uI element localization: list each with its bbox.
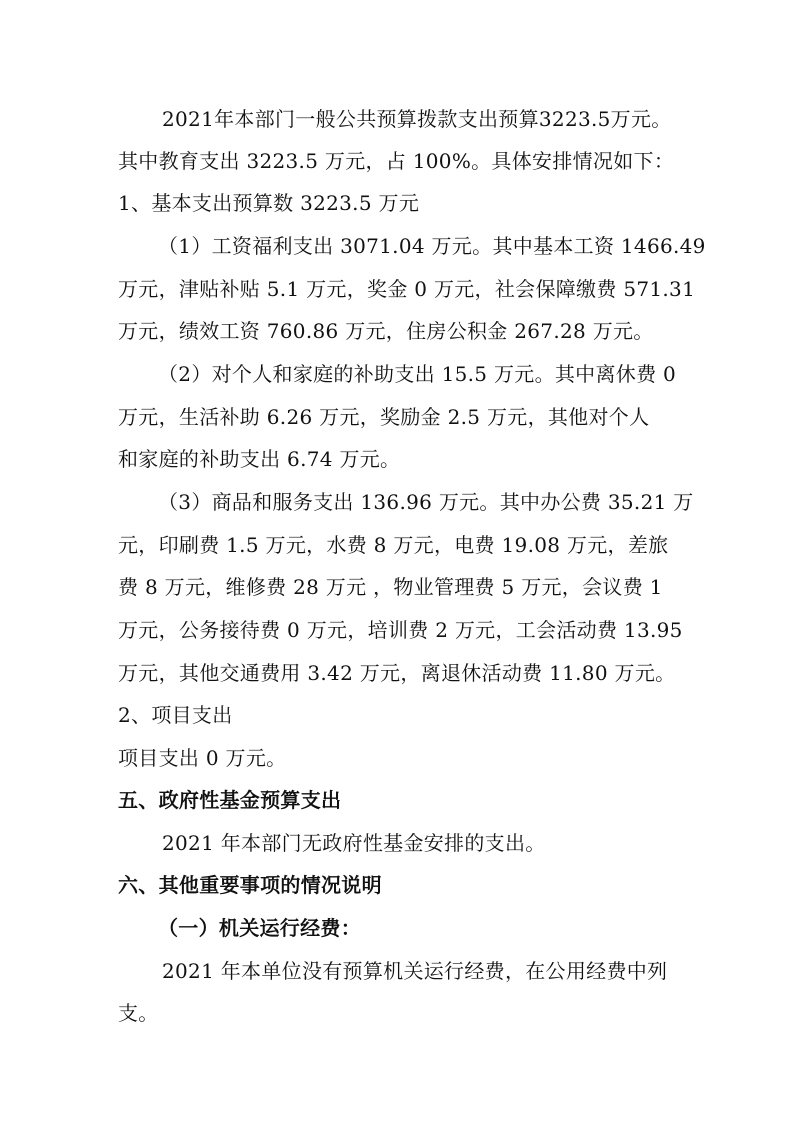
section-heading-basic-expenditure: 1、基本支出预算数 3223.5 万元	[118, 191, 420, 215]
paragraph-line: 万元，其他交通费用 3.42 万元，离退休活动费 11.80 万元。	[118, 661, 676, 685]
paragraph-line: 元，印刷费 1.5 万元，水费 8 万元，电费 19.08 万元，差旅	[118, 533, 669, 557]
subsection-heading-operating-expenses: （一）机关运行经费：	[158, 916, 361, 940]
paragraph-line: 万元，津贴补贴 5.1 万元，奖金 0 万元，社会保障缴费 571.31	[118, 277, 696, 301]
paragraph-line: 万元，公务接待费 0 万元，培训费 2 万元，工会活动费 13.95	[118, 618, 683, 642]
paragraph-line: （2）对个人和家庭的补助支出 15.5 万元。其中离休费 0	[158, 362, 677, 386]
section-heading-project-expenditure: 2、项目支出	[118, 703, 233, 727]
paragraph-line: （1）工资福利支出 3071.04 万元。其中基本工资 1466.49	[158, 234, 706, 258]
paragraph-line: 万元，生活补助 6.26 万元，奖励金 2.5 万元，其他对个人	[118, 405, 650, 429]
paragraph-line: 支。	[118, 1001, 159, 1025]
paragraph-line: 其中教育支出 3223.5 万元，占 100%。具体安排情况如下：	[118, 149, 675, 173]
paragraph-line: 2021年本部门一般公共预算拨款支出预算3223.5万元。	[162, 107, 672, 131]
section-heading-government-fund: 五、政府性基金预算支出	[118, 788, 342, 812]
paragraph-line: 2021 年本单位没有预算机关运行经费，在公用经费中列	[162, 959, 668, 983]
paragraph-line: 2021 年本部门无政府性基金安排的支出。	[162, 831, 546, 855]
paragraph-line: （3）商品和服务支出 136.96 万元。其中办公费 35.21 万	[158, 490, 694, 514]
section-heading-other-matters: 六、其他重要事项的情况说明	[118, 873, 382, 897]
paragraph-line: 项目支出 0 万元。	[118, 746, 287, 770]
paragraph-line: 费 8 万元，维修费 28 万元 ，物业管理费 5 万元，会议费 1	[118, 575, 663, 599]
paragraph-line: 和家庭的补助支出 6.74 万元。	[118, 447, 401, 471]
paragraph-line: 万元，绩效工资 760.86 万元，住房公积金 267.28 万元。	[118, 319, 654, 343]
